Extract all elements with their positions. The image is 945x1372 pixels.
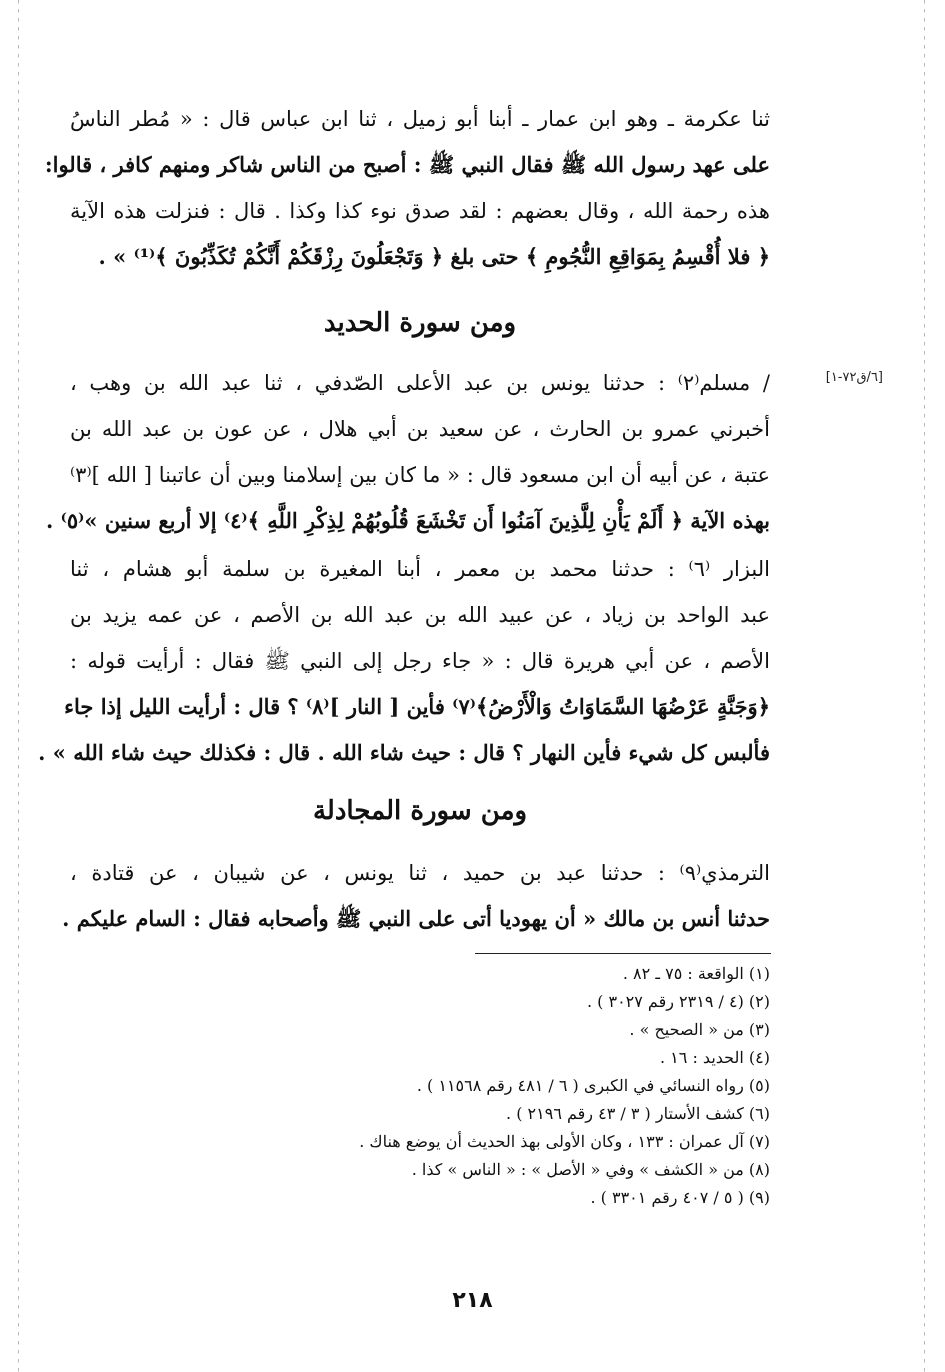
text-line: عتبة ، عن أبيه أن ابن مسعود قال : « ما كان بين إسلامنا وبين أن عاتبنا [ الله ]⁽٣⁾ bbox=[70, 463, 770, 487]
footnote: (٤) الحديد : ١٦ . bbox=[660, 1048, 770, 1067]
footnote: (٦) كشف الأستار ( ٣ / ٤٣ رقم ٢١٩٦ ) . bbox=[506, 1104, 770, 1123]
paragraph-tirmidhi bbox=[62, 850, 770, 942]
text-line: / مسلم⁽٢⁾ : حدثنا يونس بن عبد الأعلى الصّدفي ، ثنا عبد الله بن وهب ، bbox=[70, 371, 770, 395]
text-line: أخبرني عمرو بن الحارث ، عن سعيد بن أبي هلال ، عن عون بن عبد الله بن bbox=[70, 417, 770, 441]
footnote: (٩) ( ٥ / ٤٠٧ رقم ٣٣٠١ ) . bbox=[590, 1188, 770, 1207]
page-number: ٢١٨ bbox=[452, 1288, 493, 1313]
footnote: (٢) (٤ / ٢٣١٩ رقم ٣٠٢٧ ) . bbox=[586, 992, 770, 1011]
surah-heading-al-mujadila: ومن سورة المجادلة bbox=[312, 796, 528, 826]
text-line: هذه رحمة الله ، وقال بعضهم : لقد صدق نوء كذا وكذا . قال : فنزلت هذه الآية bbox=[70, 199, 770, 223]
page-edge-left bbox=[18, 0, 19, 1372]
paragraph-al-bazzar bbox=[38, 546, 771, 776]
footnote: (٥) رواه النسائي في الكبرى ( ٦ / ٤٨١ رقم ١١٥٦٨ ) . bbox=[416, 1076, 770, 1095]
text-line: الترمذي⁽٩⁾ : حدثنا عبد بن حميد ، ثنا يونس ، عن شيبان ، عن قتادة ، bbox=[70, 861, 770, 885]
footnotes bbox=[200, 960, 770, 1212]
paragraph-ibn-abbas bbox=[44, 96, 770, 280]
manuscript-folio-note: [٦/ق٧٢-١] bbox=[825, 370, 883, 385]
text-line: البزار ⁽٦⁾ : حدثنا محمد بن معمر ، أبنا المغيرة بن سلمة أبو هشام ، ثنا bbox=[70, 557, 771, 581]
page-edge-right bbox=[924, 0, 925, 1372]
text-line: فألبس كل شيء فأين النهار ؟ قال : حيث شاء الله . قال : فكذلك حيث شاء الله » . bbox=[38, 740, 770, 765]
text-line: ﴿ فلا أُقْسِمُ بِمَوَاقِعِ النُّجُومِ ﴾ حتى بلغ ﴿ وَتَجْعَلُونَ رِزْقَكُمْ أَنَّكُمْ تُكَذِّبُونَ ﴾⁽¹⁾ » . bbox=[98, 244, 770, 269]
paragraph-muslim bbox=[45, 360, 770, 544]
text-line: الأصم ، عن أبي هريرة قال : « جاء رجل إلى النبي ﷺ فقال : أرأيت قوله : bbox=[70, 649, 770, 673]
text-line: عبد الواحد بن زياد ، عن عبيد الله بن عبد الله بن الأصم ، عن عمه يزيد بن bbox=[70, 603, 770, 627]
text-line: ثنا عكرمة ـ وهو ابن عمار ـ أبنا أبو زميل ، ثنا ابن عباس قال : « مُطر الناسُ bbox=[70, 107, 770, 131]
footnote: (١) الواقعة : ٧٥ ـ ٨٢ . bbox=[622, 964, 770, 983]
text-line: على عهد رسول الله ﷺ فقال النبي ﷺ : أصبح من الناس شاكر ومنهم كافر ، قالوا: bbox=[44, 152, 770, 177]
text-line: حدثنا أنس بن مالك « أن يهوديا أتى على النبي ﷺ وأصحابه فقال : السام عليكم . bbox=[62, 906, 770, 931]
footnote: (٨) من « الكشف » وفي « الأصل » : « الناس » كذا . bbox=[411, 1160, 770, 1179]
text-line: بهذه الآية ﴿ أَلَمْ يَأْنِ لِلَّذِينَ آمَنُوا أَن تَخْشَعَ قُلُوبُهُمْ لِذِكْرِ اللَّهِ ﴾⁽٤⁾ إلا أربع سنين »⁽٥⁾ . bbox=[45, 508, 770, 533]
surah-heading-al-hadid: ومن سورة الحديد bbox=[323, 308, 517, 338]
footnote: (٧) آل عمران : ١٣٣ ، وكان الأولى بهذ الحديث أن يوضع هناك . bbox=[359, 1132, 770, 1151]
footnote-divider bbox=[475, 953, 771, 954]
footnote: (٣) من « الصحيح » . bbox=[629, 1020, 770, 1039]
text-line: ﴿وَجَنَّةٍ عَرْضُهَا السَّمَاوَاتُ وَالْأَرْضُ﴾⁽٧⁾ فأين [ النار ]⁽٨⁾ ؟ قال : أرأيت الليل إذا جاء bbox=[64, 694, 770, 719]
